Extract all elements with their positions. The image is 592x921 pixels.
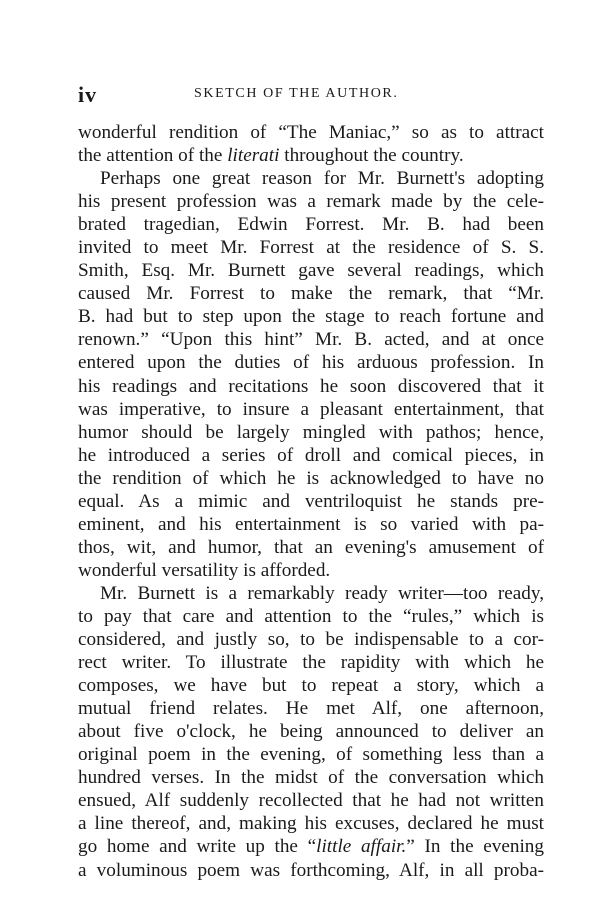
italic-text: little affair. [316, 836, 407, 858]
running-title: SKETCH OF THE AUTHOR. [194, 86, 399, 101]
text-segment: entered upon the duties of his arduous profession. In [78, 352, 544, 374]
text-segment: about five o'clock, he being announced to deliver an [78, 721, 544, 743]
text-segment: wonderful rendition of “The Maniac,” so as to attract [78, 122, 544, 143]
text-segment: humor should be largely mingled with pathos; hence, [78, 421, 544, 443]
text-line [78, 490, 544, 513]
text-segment: was imperative, to insure a pleasant entertainment, that [78, 398, 544, 420]
text-segment: go home and write up the “ [78, 836, 317, 858]
text-line [78, 144, 544, 167]
text-line [78, 282, 544, 305]
text-segment: Mr. Burnett is a remarkably ready writer—too ready, [100, 582, 544, 604]
text-segment: a line thereof, and, making his excuses, declared he must [78, 813, 544, 835]
text-segment: ensued, Alf suddenly recollected that he had not written [78, 790, 544, 812]
text-line [78, 674, 544, 697]
text-segment: ” In the evening [406, 836, 544, 858]
text-segment: he introduced a series of droll and comical pieces, in [78, 444, 544, 466]
text-segment: composes, we have but to repeat a story, which a [78, 675, 544, 697]
text-line [78, 167, 544, 190]
text-line [78, 467, 544, 490]
text-line [78, 398, 544, 421]
text-line [78, 605, 544, 628]
body-text [78, 121, 544, 882]
text-line [78, 236, 544, 259]
text-line [78, 743, 544, 766]
text-line [78, 536, 544, 559]
text-segment: the rendition of which he is acknowledged to have no [78, 467, 544, 489]
text-line [78, 375, 544, 398]
italic-text: literati [227, 145, 280, 167]
text-line [78, 444, 544, 467]
text-segment: renown.” “Upon this hint” Mr. B. acted, and at once [78, 329, 544, 351]
text-line [78, 559, 544, 582]
text-segment: rect writer. To illustrate the rapidity with which he [78, 652, 544, 674]
text-segment: original poem in the evening, of something less than a [78, 744, 544, 766]
text-line [78, 351, 544, 374]
text-segment: considered, and justly so, to be indispensable to a cor- [78, 629, 544, 651]
page-number: iv [78, 82, 98, 107]
text-line [78, 190, 544, 213]
text-segment: brated tragedian, Edwin Forrest. Mr. B. had been [78, 214, 544, 236]
text-segment: eminent, and his entertainment is so varied with pa- [78, 513, 544, 535]
text-line [78, 651, 544, 674]
text-line [78, 835, 544, 858]
text-line [78, 628, 544, 651]
text-segment: a voluminous poem was forthcoming, Alf, in all proba- [78, 859, 544, 881]
text-segment: his present profession was a remark made by the cele- [78, 191, 544, 213]
text-line [78, 697, 544, 720]
text-segment: to pay that care and attention to the “rules,” which is [78, 605, 544, 627]
text-line [78, 859, 544, 882]
text-segment: equal. As a mimic and ventriloquist he stands pre- [78, 490, 544, 512]
text-segment: caused Mr. Forrest to make the remark, that “Mr. [78, 283, 544, 305]
text-line [78, 789, 544, 812]
text-line [78, 121, 544, 144]
text-line [78, 259, 544, 282]
text-segment: his readings and recitations he soon discovered that it [78, 375, 544, 397]
text-segment: the attention of the [78, 145, 228, 167]
text-line [78, 328, 544, 351]
text-segment: B. had but to step upon the stage to reach fortune and [78, 306, 544, 328]
text-line [78, 213, 544, 236]
text-segment: invited to meet Mr. Forrest at the residence of S. S. [78, 237, 544, 259]
text-line [78, 421, 544, 444]
text-segment: mutual friend relates. He met Alf, one afternoon, [78, 698, 544, 720]
text-line [78, 513, 544, 536]
text-line [78, 812, 544, 835]
text-segment: hundred verses. In the midst of the conversation which [78, 767, 544, 789]
text-segment: thos, wit, and humor, that an evening's amusement of [78, 536, 544, 558]
text-line [78, 305, 544, 328]
running-head [78, 82, 518, 106]
text-segment: throughout the country. [279, 145, 464, 167]
text-line [78, 720, 544, 743]
text-line [78, 766, 544, 789]
text-segment: wonderful versatility is afforded. [78, 559, 331, 581]
text-line [78, 582, 544, 605]
text-segment: Smith, Esq. Mr. Burnett gave several readings, which [78, 260, 544, 282]
text-segment: Perhaps one great reason for Mr. Burnett's adopting [100, 168, 544, 190]
